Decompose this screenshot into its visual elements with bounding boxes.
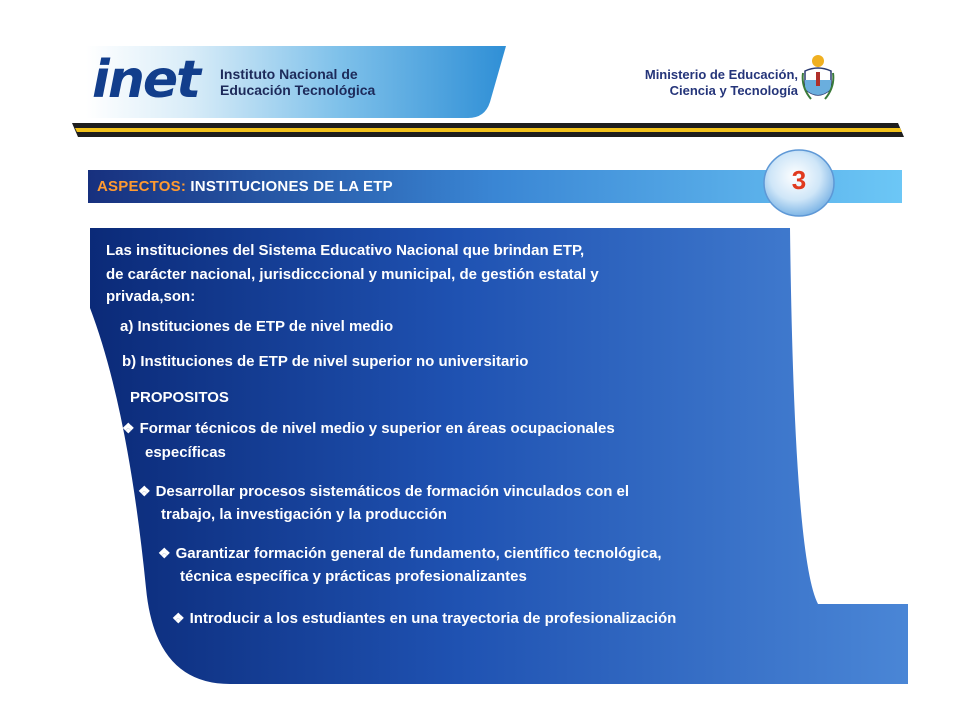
inet-logo: inet bbox=[92, 50, 199, 110]
institution-type-b: b) Instituciones de ETP de nivel superior no universitario bbox=[122, 353, 529, 370]
ministry-name-line1: Ministerio de Educación, bbox=[644, 67, 798, 82]
proposito-text-continued: específicas bbox=[145, 444, 226, 461]
propositos-heading: PROPOSITOS bbox=[130, 389, 229, 406]
institute-name-line2: Educación Tecnológica bbox=[220, 82, 376, 98]
intro-line: de carácter nacional, jurisdicccional y municipal, de gestión estatal y bbox=[106, 266, 599, 283]
institute-name-line1: Instituto Nacional de bbox=[220, 66, 358, 82]
proposito-text: Formar técnicos de nivel medio y superior en áreas ocupacionales bbox=[139, 420, 615, 437]
proposito-text-continued: técnica específica y prácticas profesionalizantes bbox=[180, 568, 527, 585]
section-title-text: INSTITUCIONES DE LA ETP bbox=[190, 178, 393, 195]
diamond-bullet-icon: ❖ bbox=[172, 610, 185, 626]
proposito-item bbox=[122, 418, 615, 439]
diamond-bullet-icon: ❖ bbox=[138, 483, 151, 499]
proposito-text: Introducir a los estudiantes en una trayectoria de profesionalización bbox=[189, 610, 677, 627]
section-prefix: ASPECTOS: bbox=[97, 178, 187, 195]
proposito-text: Desarrollar procesos sistemáticos de formación vinculados con el bbox=[155, 483, 630, 500]
institution-type-a: a) Instituciones de ETP de nivel medio bbox=[120, 318, 394, 335]
page-number: 3 bbox=[791, 165, 807, 195]
header-divider bbox=[72, 123, 904, 137]
section-title bbox=[97, 178, 393, 196]
proposito-item bbox=[172, 608, 676, 629]
proposito-item bbox=[158, 543, 662, 564]
diamond-bullet-icon: ❖ bbox=[122, 420, 135, 436]
coat-of-arms-icon bbox=[801, 53, 835, 103]
proposito-text: Garantizar formación general de fundamento, científico tecnológica, bbox=[175, 545, 662, 562]
intro-line: privada,son: bbox=[106, 288, 196, 305]
diamond-bullet-icon: ❖ bbox=[158, 545, 171, 561]
ministry-name-line2: Ciencia y Tecnología bbox=[669, 83, 798, 98]
proposito-text-continued: trabajo, la investigación y la producción bbox=[161, 506, 447, 523]
proposito-item bbox=[138, 481, 629, 502]
intro-line: Las instituciones del Sistema Educativo Nacional que brindan ETP, bbox=[106, 242, 585, 259]
